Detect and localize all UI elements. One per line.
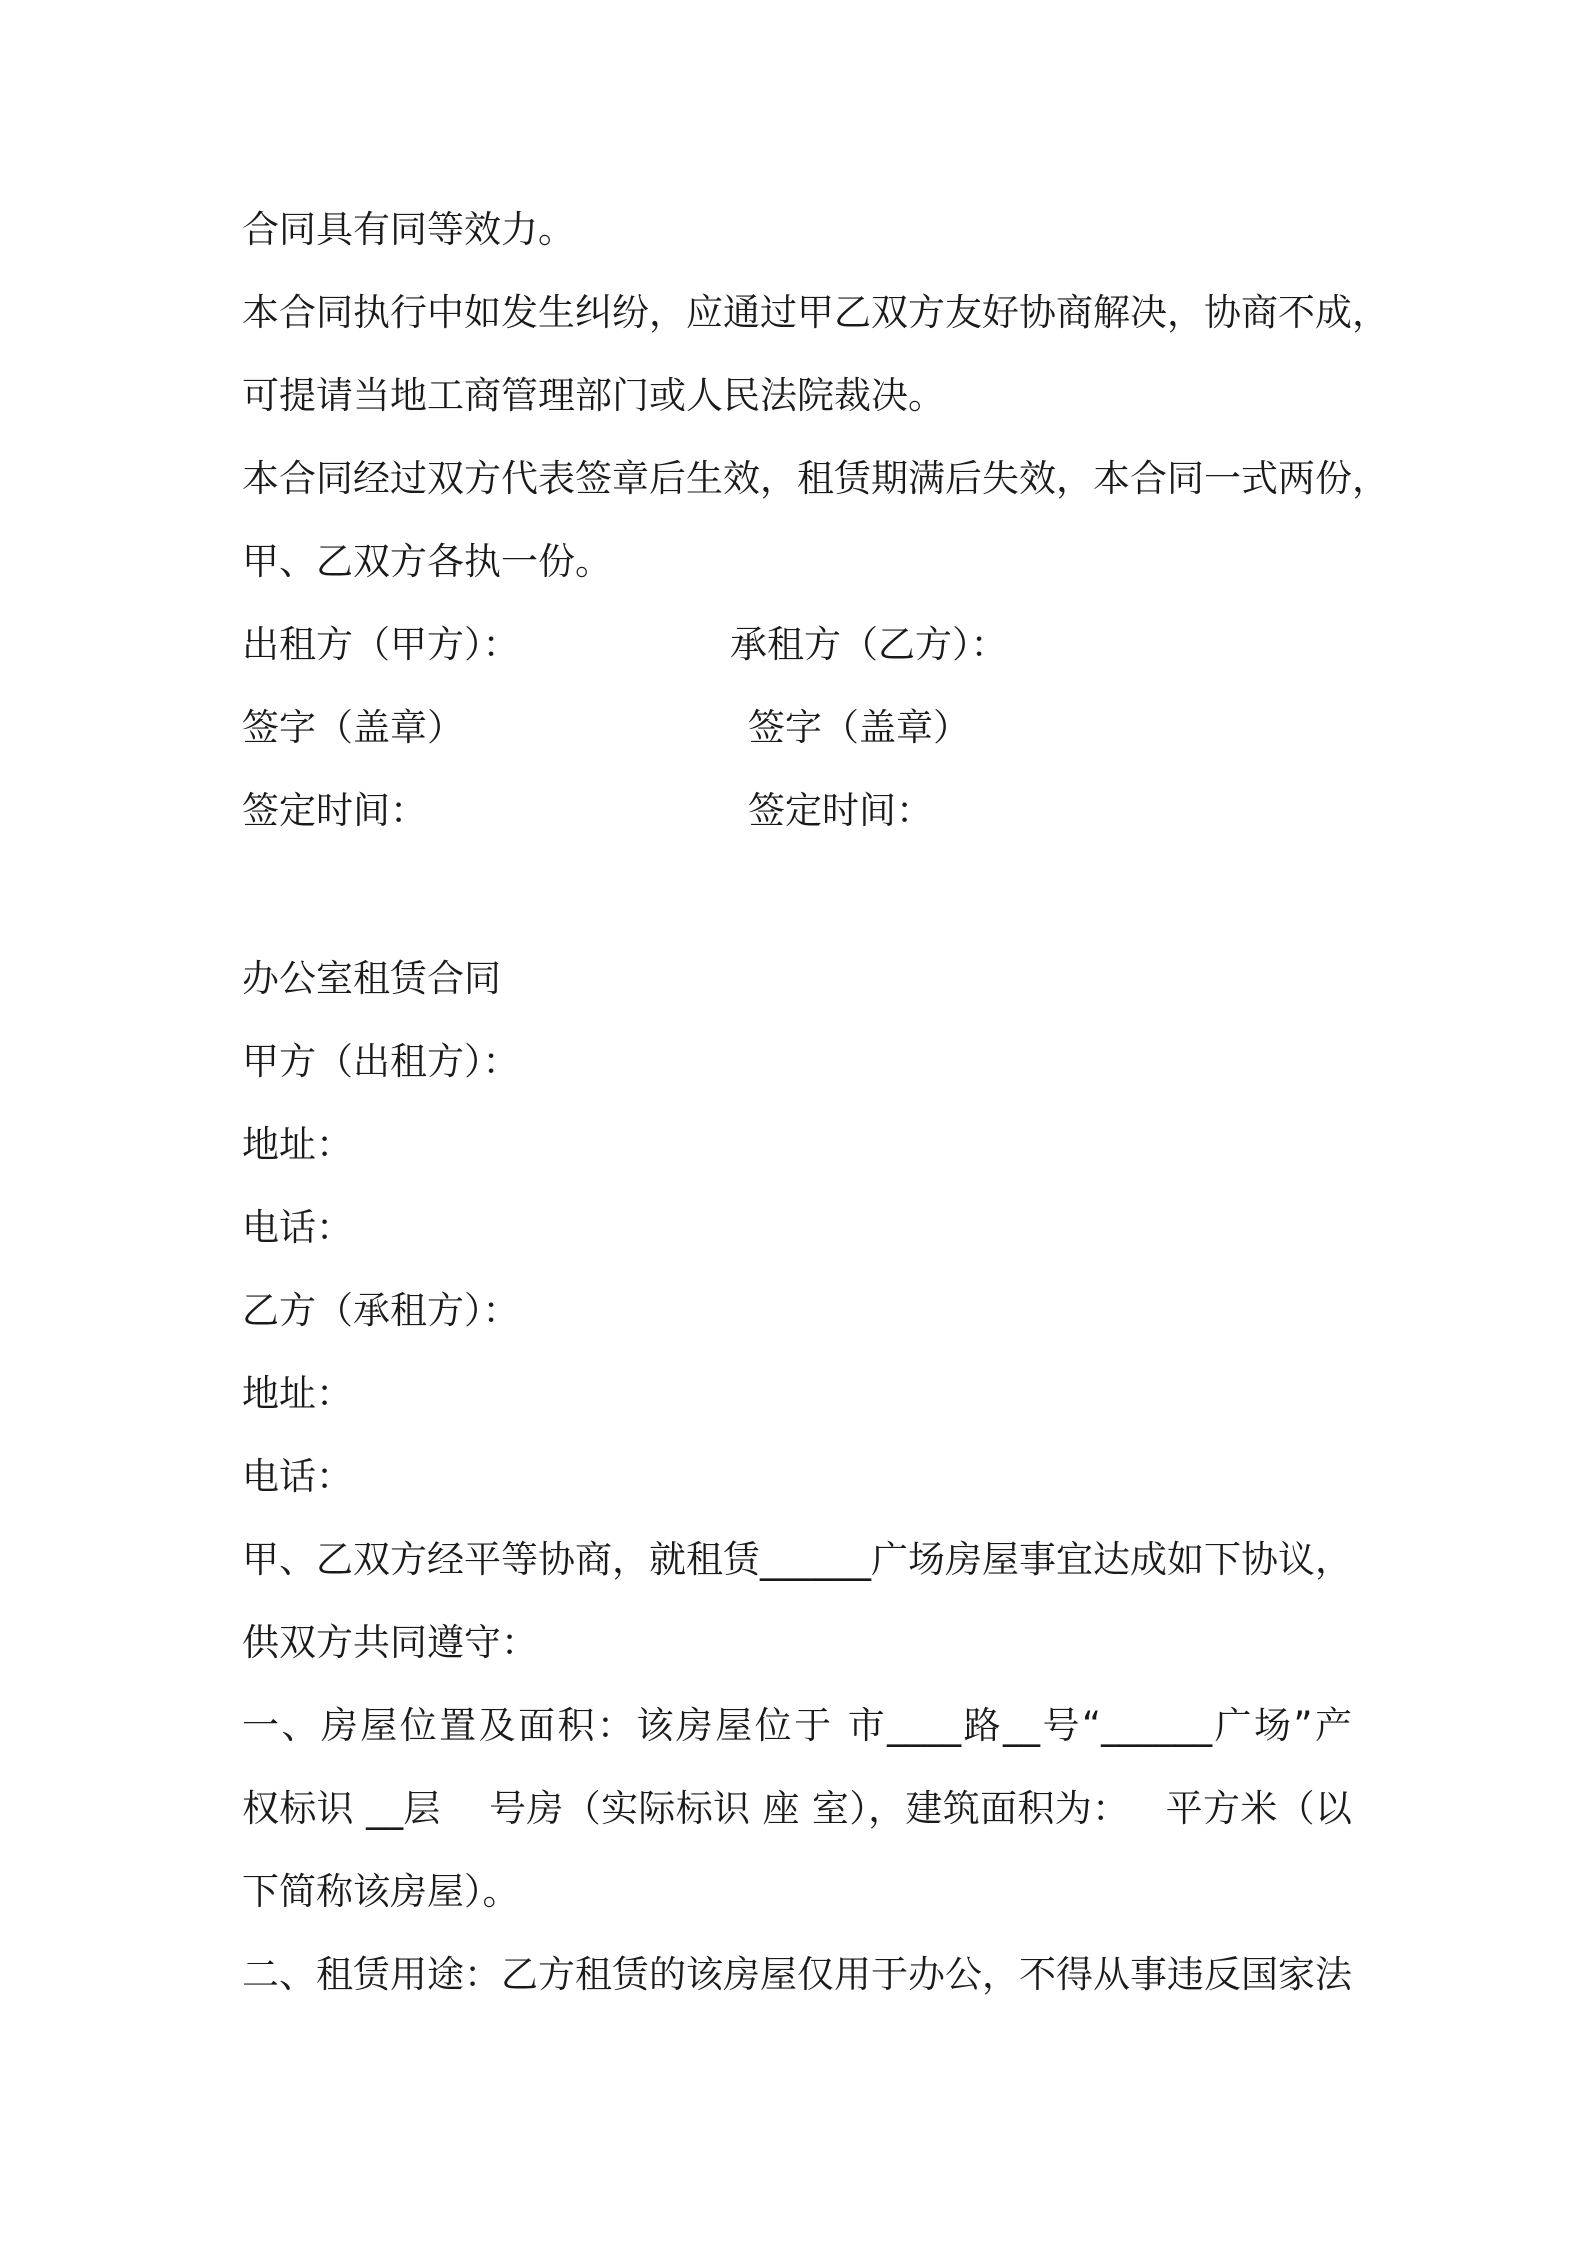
- sign-date-left: 签定时间：: [242, 789, 427, 832]
- lessee-signature-label: 承租方（乙方）：: [730, 623, 1008, 666]
- party-b-label: 乙方（承租方）：: [242, 1289, 520, 1332]
- text-line: 甲、乙双方各执一份。: [242, 540, 612, 583]
- clause-2-line-1: 二、租赁用途：乙方租赁的该房屋仅用于办公，不得从事违反国家法: [242, 1953, 1352, 1996]
- text-line: 可提请当地工商管理部门或人民法院裁决。: [242, 374, 945, 417]
- party-a-label: 甲方（出租方）：: [242, 1040, 520, 1083]
- party-a-address: 地址：: [242, 1123, 353, 1166]
- agreement-intro: 甲、乙双方经平等协商，就租赁______广场房屋事宜达成如下协议，: [242, 1538, 1352, 1581]
- party-b-phone: 电话：: [242, 1455, 353, 1498]
- text-line: 合同具有同等效力。: [242, 208, 575, 251]
- sign-seal-left: 签字（盖章）: [242, 706, 464, 749]
- clause-1-line-3: 下简称该房屋）。: [242, 1870, 520, 1913]
- contract-title: 办公室租赁合同: [242, 957, 501, 1000]
- party-a-phone: 电话：: [242, 1206, 353, 1249]
- text-line: 本合同执行中如发生纠纷，应通过甲乙双方友好协商解决，协商不成，: [242, 291, 1389, 334]
- party-b-address: 地址：: [242, 1372, 353, 1415]
- agreement-intro-cont: 供双方共同遵守：: [242, 1621, 538, 1664]
- clause-1-line-2: 权标识 __层 号房（实际标识 座 室），建筑面积为： 平方米（以: [242, 1787, 1352, 1830]
- sign-seal-right: 签字（盖章）: [748, 706, 970, 749]
- clause-1-line-1: 一、房屋位置及面积：该房屋位于 市____路__号“______广场”产: [242, 1704, 1352, 1747]
- sign-date-right: 签定时间：: [748, 789, 933, 832]
- lessor-signature-label: 出租方（甲方）：: [242, 623, 520, 666]
- text-line: 本合同经过双方代表签章后生效，租赁期满后失效，本合同一式两份，: [242, 457, 1389, 500]
